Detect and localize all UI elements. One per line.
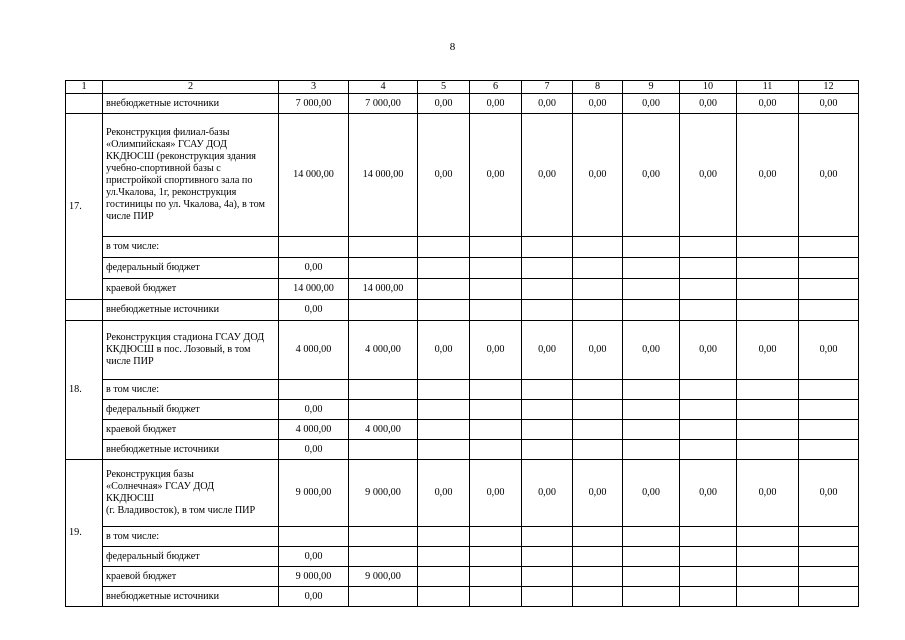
row-index: 18. — [66, 321, 103, 460]
table-row — [66, 258, 859, 279]
row-name: краевой бюджет — [103, 567, 279, 587]
header-cell: 7 — [522, 81, 573, 94]
cell-col10: 0,00 — [680, 94, 737, 114]
cell-col3: 0,00 — [279, 547, 349, 567]
page-number: 8 — [449, 41, 456, 53]
cell-col3: 0,00 — [279, 400, 349, 420]
cell-col8: 0,00 — [573, 460, 623, 527]
row-name: в том числе: — [103, 380, 279, 400]
table-row-item-18 — [66, 321, 859, 380]
cell-col4: 9 000,00 — [349, 460, 418, 527]
cell-col8: 0,00 — [573, 114, 623, 237]
cell-col7: 0,00 — [522, 321, 573, 380]
budget-table — [65, 80, 859, 607]
cell-col6: 0,00 — [470, 460, 522, 527]
row-index: 17. — [66, 114, 103, 300]
cell-col10: 0,00 — [680, 460, 737, 527]
row-name: федеральный бюджет — [103, 258, 279, 279]
cell-col4: 4 000,00 — [349, 420, 418, 440]
table-row — [66, 237, 859, 258]
cell-col3: 4 000,00 — [279, 321, 349, 380]
header-cell: 10 — [680, 81, 737, 94]
header-row — [66, 81, 859, 94]
table-row — [66, 547, 859, 567]
cell-col10: 0,00 — [680, 321, 737, 380]
cell-col4: 14 000,00 — [349, 114, 418, 237]
row-name: краевой бюджет — [103, 279, 279, 300]
cell-col6: 0,00 — [470, 114, 522, 237]
cell-col12: 0,00 — [799, 321, 859, 380]
cell-col6: 0,00 — [470, 321, 522, 380]
cell-col7: 0,00 — [522, 114, 573, 237]
header-cell: 5 — [418, 81, 470, 94]
cell-col9: 0,00 — [623, 114, 680, 237]
row-name: в том числе: — [103, 527, 279, 547]
table-row — [66, 587, 859, 607]
cell-col7: 0,00 — [522, 460, 573, 527]
cell-col8: 0,00 — [573, 94, 623, 114]
cell-col6: 0,00 — [470, 94, 522, 114]
cell-col3: 0,00 — [279, 440, 349, 460]
cell-col4: 14 000,00 — [349, 279, 418, 300]
header-cell: 3 — [279, 81, 349, 94]
row-name-line: Реконструкция базы — [106, 469, 194, 480]
cell-col12: 0,00 — [799, 94, 859, 114]
table-row — [66, 527, 859, 547]
cell-col9: 0,00 — [623, 321, 680, 380]
cell-col9: 0,00 — [623, 460, 680, 527]
row-name: в том числе: — [103, 237, 279, 258]
row-name-line: «Солнечная» ГСАУ ДОД — [106, 481, 215, 492]
cell-col5: 0,00 — [418, 460, 470, 527]
cell-col4: 7 000,00 — [349, 94, 418, 114]
header-cell: 11 — [737, 81, 799, 94]
row-name-line: (г. Владивосток), в том числе ПИР — [106, 505, 256, 516]
row-name: внебюджетные источники — [103, 300, 279, 321]
cell-col5: 0,00 — [418, 94, 470, 114]
row-name: краевой бюджет — [103, 420, 279, 440]
cell-col4: 4 000,00 — [349, 321, 418, 380]
cell-col3: 0,00 — [279, 258, 349, 279]
row-index: 19. — [66, 460, 103, 607]
cell-col3: 4 000,00 — [279, 420, 349, 440]
table-row — [66, 420, 859, 440]
table-row — [66, 567, 859, 587]
cell-col3: 9 000,00 — [279, 460, 349, 527]
row-name: федеральный бюджет — [103, 547, 279, 567]
cell-col8: 0,00 — [573, 321, 623, 380]
header-cell: 12 — [799, 81, 859, 94]
header-cell: 8 — [573, 81, 623, 94]
header-cell: 9 — [623, 81, 680, 94]
table-row — [66, 440, 859, 460]
header-cell: 6 — [470, 81, 522, 94]
header-cell: 2 — [103, 81, 279, 94]
row-name: внебюджетные источники — [103, 440, 279, 460]
row-name — [103, 460, 279, 527]
cell-col3: 0,00 — [279, 587, 349, 607]
table-row-item-19 — [66, 460, 859, 527]
table-row — [66, 400, 859, 420]
cell-col4: 9 000,00 — [349, 567, 418, 587]
table-row — [66, 380, 859, 400]
cell-col3: 7 000,00 — [279, 94, 349, 114]
cell-col3: 9 000,00 — [279, 567, 349, 587]
cell-col7: 0,00 — [522, 94, 573, 114]
cell-col12: 0,00 — [799, 460, 859, 527]
row-name: федеральный бюджет — [103, 400, 279, 420]
row-name: внебюджетные источники — [103, 94, 279, 114]
cell-col10: 0,00 — [680, 114, 737, 237]
table-row-item-17 — [66, 114, 859, 237]
cell-col11: 0,00 — [737, 321, 799, 380]
cell-col11: 0,00 — [737, 94, 799, 114]
cell-col11: 0,00 — [737, 460, 799, 527]
table-row — [66, 279, 859, 300]
cell-col3: 0,00 — [279, 300, 349, 321]
table-row — [66, 300, 859, 321]
cell-col5: 0,00 — [418, 114, 470, 237]
row-name: Реконструкция филиал-базы «Олимпийская» ГСАУ ДОД ККДЮСШ (реконструкция здания учебно-спортивной базы с пристройкой спортивного зала по ул.Чкалова, 1г, реконструкция гостиницы по ул. Чкалова, 4а), в том числе ПИР — [103, 114, 279, 237]
cell-col3: 14 000,00 — [279, 114, 349, 237]
cell-col5: 0,00 — [418, 321, 470, 380]
row-name-line: ККДЮСШ — [106, 493, 155, 504]
cell-col11: 0,00 — [737, 114, 799, 237]
cell-col3: 14 000,00 — [279, 279, 349, 300]
table-row — [66, 94, 859, 114]
cell-col12: 0,00 — [799, 114, 859, 237]
row-name: внебюджетные источники — [103, 587, 279, 607]
header-cell: 4 — [349, 81, 418, 94]
header-cell: 1 — [66, 81, 103, 94]
row-name: Реконструкция стадиона ГСАУ ДОД ККДЮСШ в пос. Лозовый, в том числе ПИР — [103, 321, 279, 380]
cell-col9: 0,00 — [623, 94, 680, 114]
